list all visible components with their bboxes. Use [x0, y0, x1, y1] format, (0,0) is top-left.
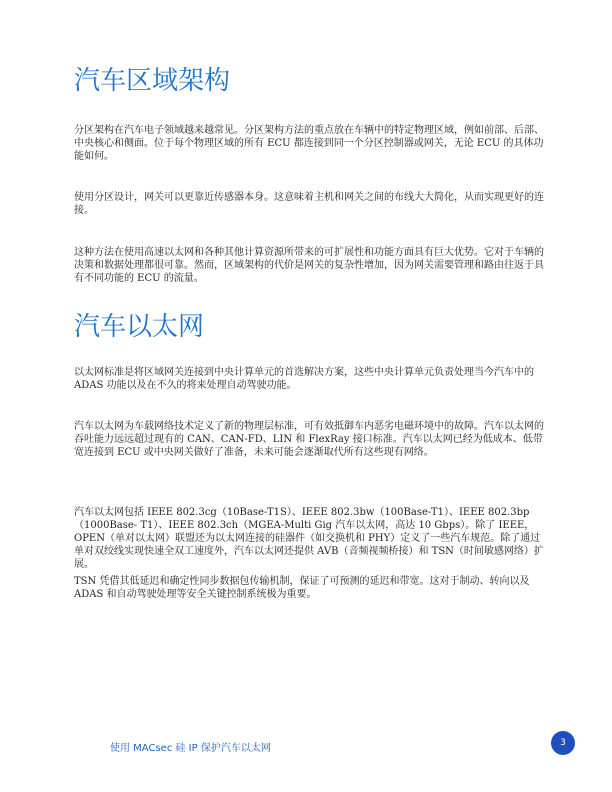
paragraph: 汽车以太网包括 IEEE 802.3cg（10Base-T1S）、IEEE 802.3bw（100Base-T1）、IEEE 802.3bp（1000Base- T1）、IEEE 802.3ch（MGEA-Multi Gig 汽车以太网，高达 10 Gbps）。除了 IEEE，OPEN（单对以太网）联盟还为以太网连接的硅器件（如交换机和 PHY）定义了一些汽车规范。除了通过单对双绞线实现快速全双工速度外，汽车以太网还提供 AVB（音频视频桥接）和 TSN（时间敏感网络）扩展。 [74, 507, 544, 570]
paragraph: 汽车以太网为车载网络技术定义了新的物理层标准，可有效抵御车内恶劣电磁环境中的故障。汽车以太网的吞吐能力远远超过现有的 CAN、CAN-FD、LIN 和 FlexRay 接口标准。汽车以太网已经为低成本、低带宽连接到 ECU 或中央网关做好了准备，未来可能会逐渐取代所有这些现有网络。 [74, 421, 544, 458]
paragraph: TSN 凭借其低延迟和确定性同步数据包传输机制，保证了可预测的延迟和带宽。这对于制动、转向以及 ADAS 和自动驾驶处理等安全关键控制系统极为重要。 [74, 576, 530, 600]
page-number-badge: 3 [551, 731, 575, 755]
section-title-zonal-architecture: 汽车区域架构 [74, 66, 231, 96]
section-title-automotive-ethernet: 汽车以太网 [74, 312, 205, 342]
footer-title: 使用 MACsec 硅 IP 保护汽车以太网 [110, 743, 271, 754]
paragraph: 分区架构在汽车电子领域越来越常见。分区架构方法的重点放在车辆中的特定物理区域，例如前部、后部、中央核心和侧面。位于每个物理区域的所有 ECU 都连接到同一个分区控制器或网关，无论 ECU 的具体功能如何。 [74, 125, 544, 162]
paragraph: 这种方法在使用高速以太网和各种其他计算资源所带来的可扩展性和功能方面具有巨大优势。它对于车辆的决策和数据处理都很可靠。然而，区域架构的代价是网关的复杂性增加，因为网关需要管理和路由往返于具有不同功能的 ECU 的流量。 [74, 247, 544, 284]
paragraph: 使用分区设计，网关可以更靠近传感器本身。这意味着主机和网关之间的布线大大简化，从而实现更好的连接。 [74, 192, 544, 216]
paragraph: 以太网标准是将区域网关连接到中央计算单元的首选解决方案，这些中央计算单元负责处理当今汽车中的 ADAS 功能以及在不久的将来处理自动驾驶功能。 [74, 367, 534, 391]
